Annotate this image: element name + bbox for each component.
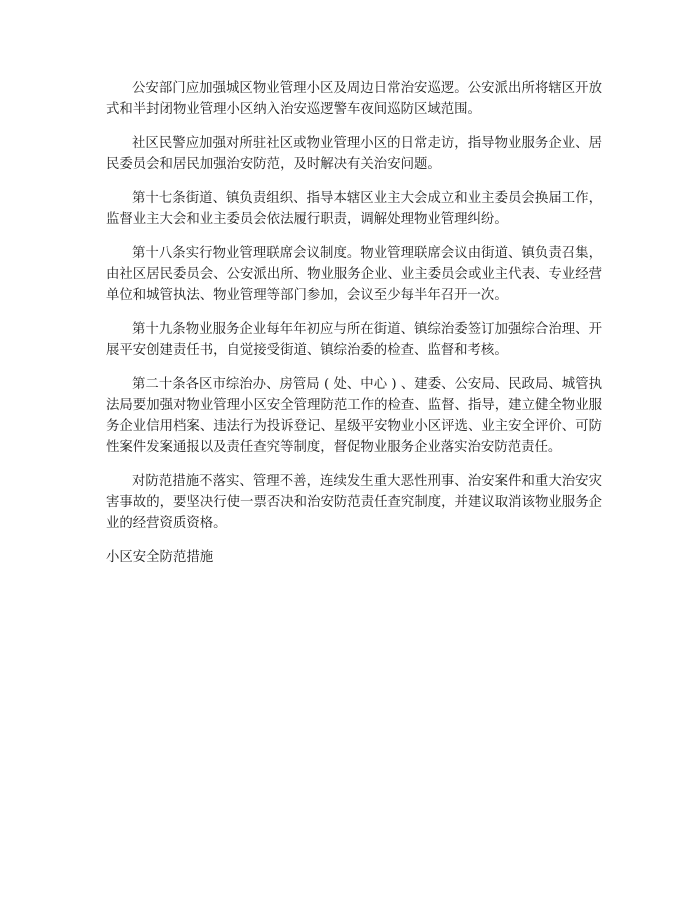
document-body xyxy=(106,78,602,581)
paragraph-article-18: 第十八条实行物业管理联席会议制度。物业管理联席会议由街道、镇负责召集，由社区居民委员会、公安派出所、物业服务企业、业主委员会或业主代表、专业经营单位和城管执法、物业管理等部门参加，会议至少每半年召开一次。 xyxy=(106,246,602,303)
paragraph-article-20: 第二十条各区市综治办、房管局 ( 处、中心 ) 、建委、公安局、民政局、城管执法局要加强对物业管理小区安全管理防范工作的检查、监督、指导，建立健全物业服务企业信用档案、违法行为投诉登记、星级平安物业小区评选、业主安全评价、可防性案件发案通报以及责任查究等制度，督促物业服务企业落实治安防范责任。 xyxy=(106,377,602,455)
paragraph-penalty: 对防范措施不落实、管理不善，连续发生重大恶性刑事、治安案件和重大治安灾害事故的，要坚决行使一票否决和治安防范责任查究制度，并建议取消该物业服务企业的经营资质资格。 xyxy=(106,474,602,531)
paragraph-1: 公安部门应加强城区物业管理小区及周边日常治安巡逻。公安派出所将辖区开放式和半封闭物业管理小区纳入治安巡逻警车夜间巡防区域范围。 xyxy=(106,81,602,117)
paragraph-article-17: 第十七条街道、镇负责组织、指导本辖区业主大会成立和业主委员会换届工作，监督业主大会和业主委员会依法履行职责，调解处理物业管理纠纷。 xyxy=(106,191,602,227)
section-heading: 小区安全防范措施 xyxy=(106,550,214,565)
paragraph-article-19: 第十九条物业服务企业每年年初应与所在街道、镇综治委签订加强综合治理、开展平安创建责任书，自觉接受街道、镇综治委的检查、监督和考核。 xyxy=(106,322,602,358)
paragraph-2: 社区民警应加强对所驻社区或物业管理小区的日常走访，指导物业服务企业、居民委员会和居民加强治安防范，及时解决有关治安问题。 xyxy=(106,136,602,172)
